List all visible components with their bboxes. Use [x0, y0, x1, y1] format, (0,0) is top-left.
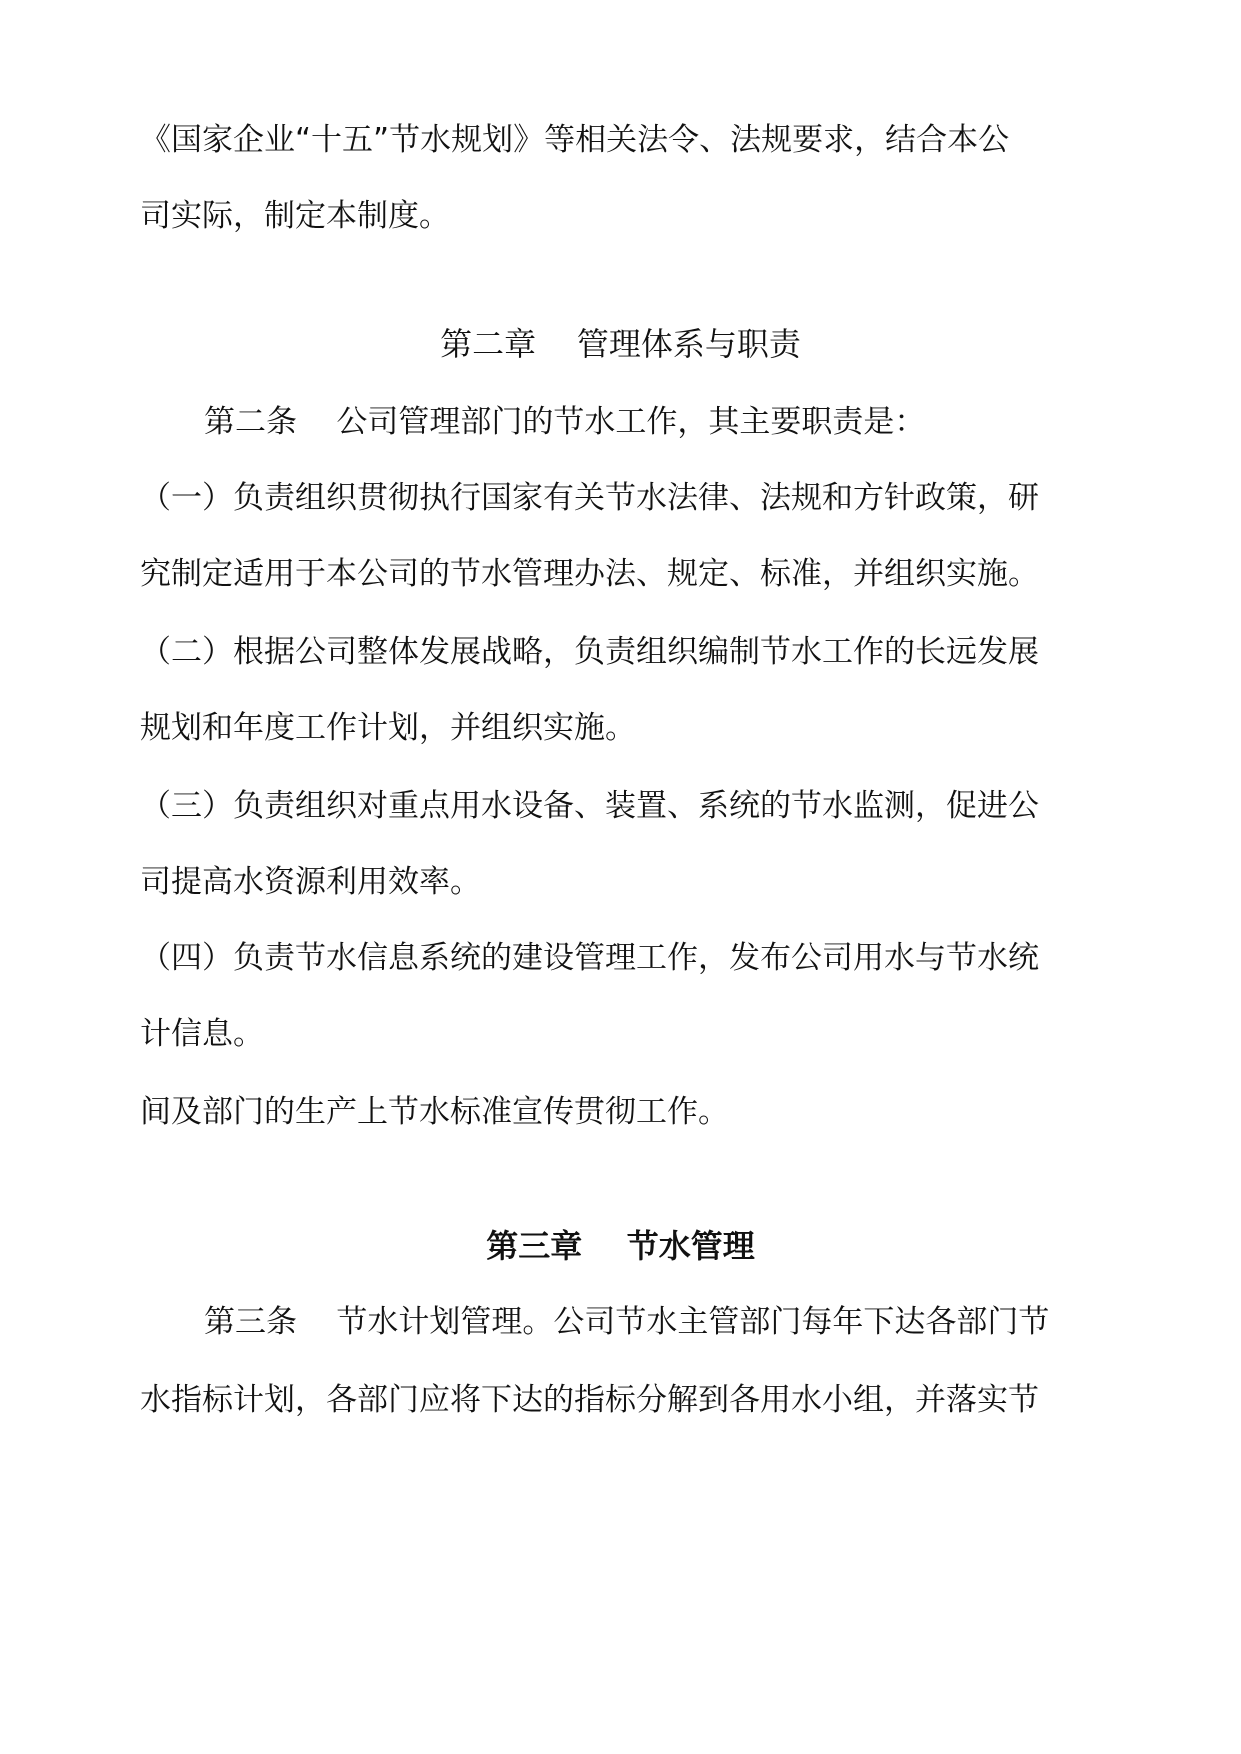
chapter-3-heading: 第三章 节水管理 [486, 1227, 755, 1265]
item-1-line-1: （一）负责组织贯彻执行国家有关节水法律、法规和方针政策，研 [140, 480, 1039, 516]
item-4-line-2: 计信息。 [140, 1016, 264, 1052]
item-2-line-1: （二）根据公司整体发展战略，负责组织编制节水工作的长远发展 [140, 634, 1039, 670]
intro-line-1: 《国家企业“十五”节水规划》等相关法令、法规要求，结合本公 [140, 122, 1010, 158]
item-2-line-2: 规划和年度工作计划，并组织实施。 [140, 710, 636, 746]
chapter-2-heading: 第二章 管理体系与职责 [440, 325, 801, 363]
article-3-line-1: 第三条 节水计划管理。公司节水主管部门每年下达各部门节 [204, 1304, 1050, 1340]
item-3-line-2: 司提高水资源利用效率。 [140, 864, 481, 900]
item-4-line-1: （四）负责节水信息系统的建设管理工作，发布公司用水与节水统 [140, 940, 1039, 976]
article-3-line-2: 水指标计划，各部门应将下达的指标分解到各用水小组，并落实节 [140, 1382, 1039, 1418]
item-1-line-2: 究制定适用于本公司的节水管理办法、规定、标准，并组织实施。 [140, 556, 1039, 592]
trailing-line: 间及部门的生产上节水标准宣传贯彻工作。 [140, 1094, 729, 1130]
intro-line-2: 司实际，制定本制度。 [140, 198, 450, 234]
article-2-title: 第二条 公司管理部门的节水工作，其主要职责是： [204, 404, 926, 440]
item-3-line-1: （三）负责组织对重点用水设备、装置、系统的节水监测，促进公 [140, 788, 1039, 824]
